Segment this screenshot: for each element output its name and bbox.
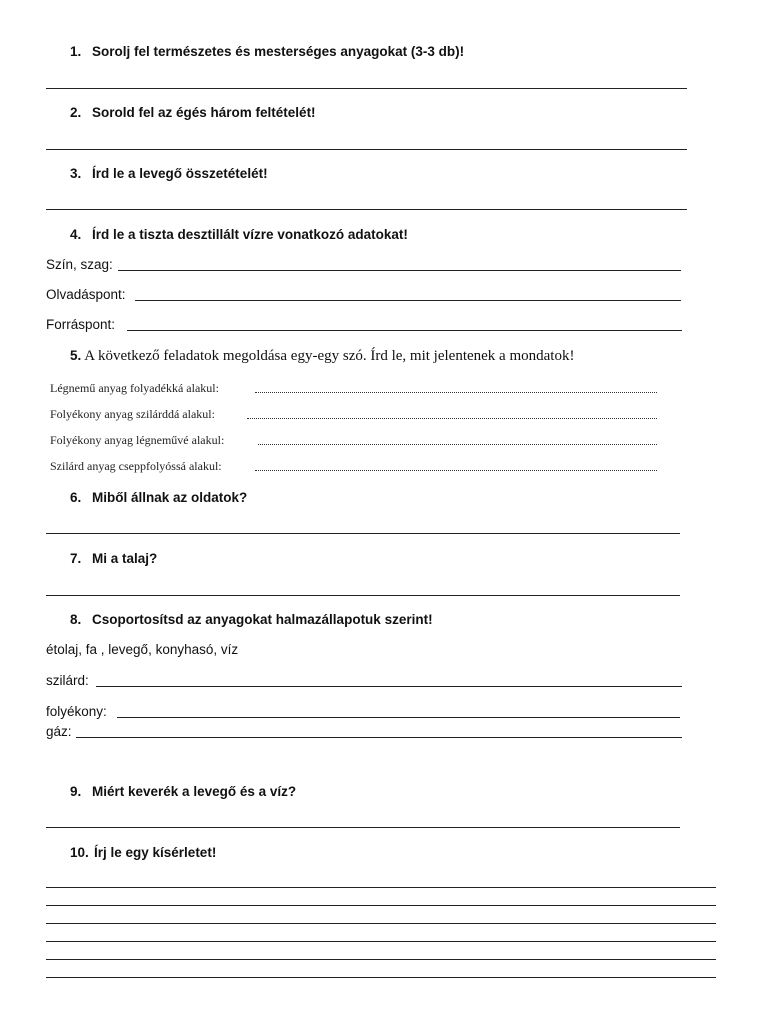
field-label-color-smell: Szín, szag: xyxy=(46,257,113,272)
answer-line[interactable] xyxy=(46,533,680,534)
question-number: 10. xyxy=(70,845,89,860)
question-number: 4. xyxy=(70,227,82,242)
question-3 xyxy=(70,166,268,181)
answer-line[interactable] xyxy=(46,941,716,942)
answer-line[interactable] xyxy=(118,270,681,271)
answer-line[interactable] xyxy=(46,959,716,960)
question-number: 2. xyxy=(70,105,82,120)
question-text: Sorolj fel természetes és mesterséges anyagokat (3-3 db)! xyxy=(92,44,465,59)
question-number: 6. xyxy=(70,490,82,505)
q5-item-1: Légnemű anyag folyadékká alakul: xyxy=(50,381,219,395)
question-1 xyxy=(70,44,464,59)
question-2 xyxy=(70,105,316,120)
question-number: 3. xyxy=(70,166,82,181)
question-text: Sorold fel az égés három feltételét! xyxy=(92,105,316,120)
question-text: Miből állnak az oldatok? xyxy=(92,490,248,505)
question-text: Írd le a levegő összetételét! xyxy=(92,166,268,181)
question-6 xyxy=(70,490,247,505)
answer-line[interactable] xyxy=(46,209,687,210)
field-label-gas: gáz: xyxy=(46,724,72,739)
question-text: A következő feladatok megoldása egy-egy szó. Írd le, mit jelentenek a mondatok! xyxy=(84,348,575,364)
answer-line[interactable] xyxy=(96,686,682,687)
answer-line[interactable] xyxy=(46,887,716,888)
question-text: Írj le egy kísérletet! xyxy=(94,845,217,860)
field-label-liquid: folyékony: xyxy=(46,704,107,719)
q5-item-4: Szilárd anyag cseppfolyóssá alakul: xyxy=(50,459,222,473)
answer-line[interactable] xyxy=(127,330,682,331)
q5-item-2: Folyékony anyag szilárddá alakul: xyxy=(50,407,215,421)
answer-line[interactable] xyxy=(135,300,681,301)
question-text: Mi a talaj? xyxy=(92,551,158,566)
question-7 xyxy=(70,551,157,566)
answer-line[interactable] xyxy=(46,923,716,924)
answer-line[interactable] xyxy=(46,977,716,978)
question-5 xyxy=(70,348,574,365)
question-text: Miért keverék a levegő és a víz? xyxy=(92,784,297,799)
q5-item-3: Folyékony anyag légneművé alakul: xyxy=(50,433,225,447)
answer-dotted-line[interactable] xyxy=(247,418,657,419)
answer-line[interactable] xyxy=(46,905,716,906)
materials-list: étolaj, fa , levegő, konyhasó, víz xyxy=(46,642,239,657)
field-label-boiling-point: Forráspont: xyxy=(46,317,116,332)
answer-line[interactable] xyxy=(46,595,680,596)
question-4 xyxy=(70,227,408,242)
question-9 xyxy=(70,784,296,799)
answer-line[interactable] xyxy=(117,717,680,718)
answer-line[interactable] xyxy=(46,149,687,150)
answer-dotted-line[interactable] xyxy=(255,470,657,471)
question-number: 1. xyxy=(70,44,82,59)
field-label-solid: szilárd: xyxy=(46,673,89,688)
question-number: 9. xyxy=(70,784,82,799)
question-number: 8. xyxy=(70,612,82,627)
answer-line[interactable] xyxy=(46,88,687,89)
field-label-melting-point: Olvadáspont: xyxy=(46,287,126,302)
answer-dotted-line[interactable] xyxy=(258,444,657,445)
question-number: 5. xyxy=(70,348,82,363)
question-text: Csoportosítsd az anyagokat halmazállapotuk szerint! xyxy=(92,612,433,627)
question-text: Írd le a tiszta desztillált vízre vonatkozó adatokat! xyxy=(92,227,408,242)
answer-line[interactable] xyxy=(76,737,682,738)
question-number: 7. xyxy=(70,551,82,566)
answer-line[interactable] xyxy=(46,827,680,828)
answer-dotted-line[interactable] xyxy=(255,392,657,393)
question-8 xyxy=(70,612,433,627)
question-10 xyxy=(70,845,216,860)
